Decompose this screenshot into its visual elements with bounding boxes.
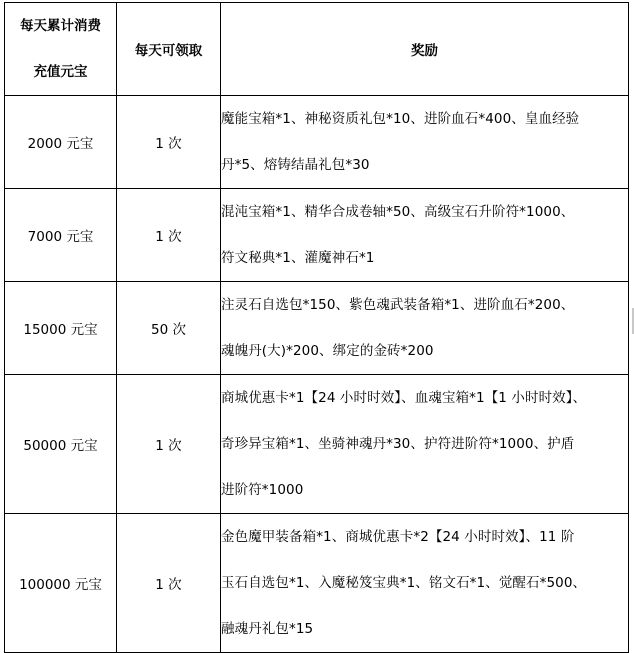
reward-line: 融魂丹礼包*15 xyxy=(221,621,314,637)
header-rewards: 奖励 xyxy=(221,3,629,96)
claim-times-cell: 1 次 xyxy=(117,514,221,653)
spend-amount-cell: 100000 元宝 xyxy=(5,514,117,653)
table-row xyxy=(5,189,629,282)
reward-line: 玉石自选包*1、入魔秘笈宝典*1、铭文石*1、觉醒石*500、 xyxy=(221,575,587,591)
header-daily-spend xyxy=(5,3,117,96)
reward-cell xyxy=(221,375,629,514)
claim-times-cell: 1 次 xyxy=(117,96,221,189)
spend-amount-cell: 15000 元宝 xyxy=(5,282,117,375)
reward-line: 混沌宝箱*1、精华合成卷轴*50、高级宝石升阶符*1000、 xyxy=(221,204,575,220)
spend-amount-cell: 7000 元宝 xyxy=(5,189,117,282)
reward-table xyxy=(4,2,629,653)
reward-line: 进阶符*1000 xyxy=(221,482,304,498)
reward-line: 注灵石自选包*150、紫色魂武装备箱*1、进阶血石*200、 xyxy=(221,297,575,313)
reward-line: 金色魔甲装备箱*1、商城优惠卡*2【24 小时时效】、11 阶 xyxy=(221,529,575,545)
reward-line: 丹*5、熔铸结晶礼包*30 xyxy=(221,157,370,173)
reward-line: 魔能宝箱*1、神秘资质礼包*10、进阶血石*400、皇血经验 xyxy=(221,111,580,127)
spend-amount-cell: 50000 元宝 xyxy=(5,375,117,514)
claim-times-cell: 1 次 xyxy=(117,375,221,514)
reward-cell xyxy=(221,514,629,653)
claim-times-cell: 1 次 xyxy=(117,189,221,282)
reward-line: 商城优惠卡*1【24 小时时效】、血魂宝箱*1【1 小时时效】、 xyxy=(221,390,587,406)
header-daily-spend-line2: 充值元宝 xyxy=(33,64,88,80)
reward-line: 符文秘典*1、灌魔神石*1 xyxy=(221,250,375,266)
table-row xyxy=(5,96,629,189)
table-row xyxy=(5,282,629,375)
spend-amount-cell: 2000 元宝 xyxy=(5,96,117,189)
header-row xyxy=(5,3,629,96)
reward-line: 魂魄丹(大)*200、绑定的金砖*200 xyxy=(221,343,434,359)
header-daily-claims: 每天可领取 xyxy=(117,3,221,96)
reward-line: 奇珍异宝箱*1、坐骑神魂丹*30、护符进阶符*1000、护盾 xyxy=(221,436,575,452)
claim-times-cell: 50 次 xyxy=(117,282,221,375)
table-row xyxy=(5,375,629,514)
reward-cell xyxy=(221,96,629,189)
table-row xyxy=(5,514,629,653)
reward-cell xyxy=(221,282,629,375)
reward-cell xyxy=(221,189,629,282)
header-daily-spend-line1: 每天累计消费 xyxy=(20,18,101,34)
